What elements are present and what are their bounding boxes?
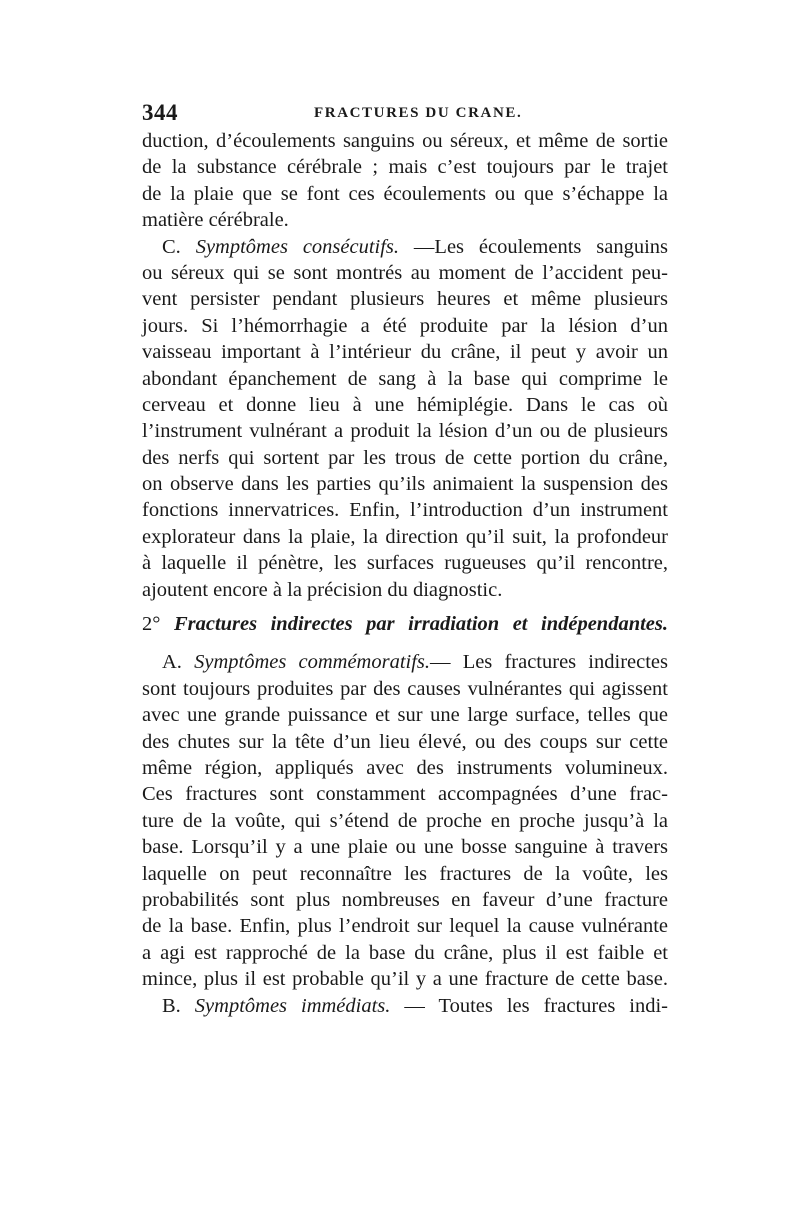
text-line: Ces fractures sont constamment accompagnées d’une frac- bbox=[142, 783, 668, 806]
text-line: duction, d’écoulements sanguins ou séreux, et même de sortie bbox=[142, 130, 668, 152]
text-line: explorateur dans la plaie, la direction qu’il suit, la profondeur bbox=[142, 525, 668, 548]
text-line: vent persister pendant plusieurs heures et même plusieurs bbox=[142, 288, 668, 311]
paragraph-b-heading: Symptômes immédiats. bbox=[194, 994, 391, 1017]
text-line: laquelle on peut reconnaître les fractures de la voûte, les bbox=[142, 862, 668, 885]
text-line: a agi est rapproché de la base du crâne, plus il est faible et bbox=[142, 941, 668, 964]
text-line: jours. Si l’hémorrhagie a été produite par la lésion d’un bbox=[142, 314, 668, 337]
text-line: de la base. Enfin, plus l’endroit sur lequel la cause vulnérante bbox=[142, 915, 668, 938]
text-line: de la plaie que se font ces écoulements ou que s’échappe la bbox=[142, 182, 668, 205]
paragraph-c-first-line bbox=[142, 234, 668, 260]
text-line: abondant épanchement de sang à la base qui comprime le bbox=[142, 367, 668, 390]
section-number: 2° bbox=[142, 613, 161, 636]
text-line: ajoutent encore à la précision du diagnostic. bbox=[142, 578, 503, 601]
text-line: mince, plus il est probable qu’il y a une fracture de cette base. bbox=[142, 968, 668, 991]
text-line: sont toujours produites par des causes vulnérantes qui agissent bbox=[142, 677, 668, 700]
text-line: base. Lorsqu’il y a une plaie ou une bosse sanguine à travers bbox=[142, 836, 668, 859]
paragraph-a-label: A. bbox=[162, 651, 182, 674]
text-line: vaisseau important à l’intérieur du crâne, il peut y avoir un bbox=[142, 341, 668, 364]
paragraph-c-first-text: —Les écoulements sanguins bbox=[399, 235, 669, 258]
paragraph-c-label: C. bbox=[162, 235, 181, 258]
text-line: à laquelle il pénètre, les surfaces rugueuses qu’il rencontre, bbox=[142, 552, 668, 575]
section-title: Fractures indirectes par irradiation et indépendantes. bbox=[173, 613, 668, 636]
paragraph-c-heading: Symptômes consécutifs. bbox=[195, 235, 400, 258]
running-title: FRACTURES DU CRANE. bbox=[314, 105, 523, 121]
text-line: ture de la voûte, qui s’étend de proche en proche jusqu’à la bbox=[142, 809, 668, 832]
text-line: des nerfs qui sortent par les trous de cette portion du crâne, bbox=[142, 446, 668, 469]
text-line: on observe dans les parties qu’ils animaient la suspension des bbox=[142, 473, 668, 496]
text-line: même région, appliqués avec des instruments volumineux. bbox=[142, 756, 668, 779]
section-heading bbox=[142, 611, 668, 637]
paragraph-a-first-text: — Les fractures indirectes bbox=[430, 651, 668, 674]
paragraph-b-first-line bbox=[142, 993, 668, 1019]
text-line: des chutes sur la tête d’un lieu élevé, ou des coups sur cette bbox=[142, 730, 668, 753]
paragraph-a-heading: Symptômes commémoratifs. bbox=[194, 651, 431, 674]
page-body bbox=[142, 128, 668, 1019]
paragraph-b-label: B. bbox=[162, 994, 181, 1017]
paragraph-b-first-text: — Toutes les fractures indi- bbox=[390, 994, 668, 1017]
paragraph-a-first-line bbox=[142, 649, 668, 675]
text-line: matière cérébrale. bbox=[142, 209, 289, 232]
text-line: cerveau et donne lieu à une hémiplégie. Dans le cas où bbox=[142, 393, 668, 416]
text-line: ou séreux qui se sont montrés au moment de l’accident peu- bbox=[142, 261, 668, 284]
text-line: l’instrument vulnérant a produit la lésion d’un ou de plusieurs bbox=[142, 420, 668, 443]
text-line: fonctions innervatrices. Enfin, l’introduction d’un instrument bbox=[142, 499, 668, 522]
text-line: avec une grande puissance et sur une large surface, telles que bbox=[142, 704, 668, 727]
page-number: 344 bbox=[142, 100, 178, 125]
text-line: probabilités sont plus nombreuses en faveur d’une fracture bbox=[142, 888, 668, 911]
page-header bbox=[142, 100, 668, 130]
text-line: de la substance cérébrale ; mais c’est toujours par le trajet bbox=[142, 156, 668, 179]
